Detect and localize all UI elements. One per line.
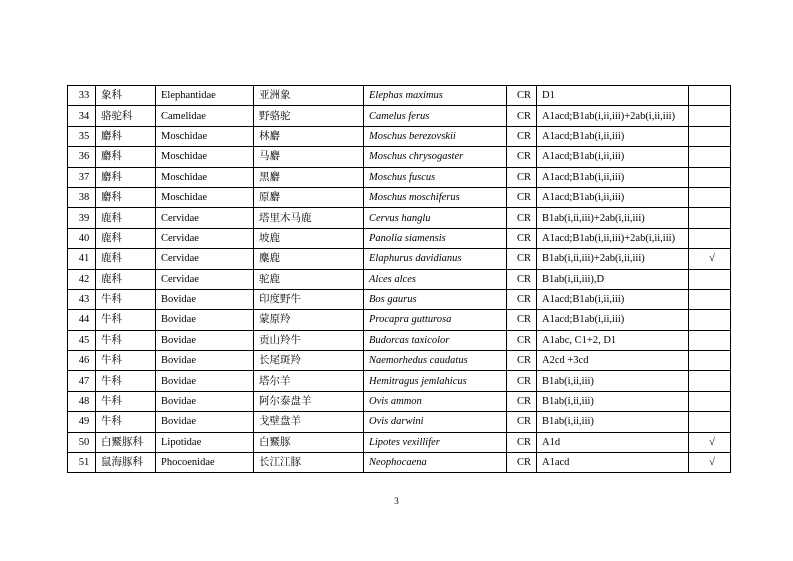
category-cell: CR [507, 147, 537, 167]
family-latin-cell: Moschidae [156, 187, 254, 207]
family-latin-cell: Moschidae [156, 167, 254, 187]
species-cn-name-cell: 塔尔羊 [254, 371, 364, 391]
row-number-cell: 35 [68, 126, 96, 146]
table-row [68, 432, 731, 452]
scientific-name-cell: Elaphurus davidianus [364, 249, 507, 269]
family-cn-cell: 象科 [96, 86, 156, 106]
category-cell: CR [507, 187, 537, 207]
family-latin-cell: Bovidae [156, 371, 254, 391]
table-row [68, 147, 731, 167]
criteria-cell: A1acd;B1ab(i,ii,iii) [537, 310, 689, 330]
scientific-name-cell: Procapra gutturosa [364, 310, 507, 330]
checkmark-cell [689, 147, 731, 167]
species-cn-name-cell: 原麝 [254, 187, 364, 207]
species-cn-name-cell: 马麝 [254, 147, 364, 167]
criteria-cell: B1ab(i,ii,iii),D [537, 269, 689, 289]
row-number-cell: 39 [68, 208, 96, 228]
species-cn-name-cell: 塔里木马鹿 [254, 208, 364, 228]
checkmark-cell [689, 86, 731, 106]
table-row [68, 330, 731, 350]
species-cn-name-cell: 白鱀豚 [254, 432, 364, 452]
family-latin-cell: Cervidae [156, 228, 254, 248]
criteria-cell: A1acd;B1ab(i,ii,iii)+2ab(i,ii,iii) [537, 228, 689, 248]
row-number-cell: 40 [68, 228, 96, 248]
scientific-name-cell: Moschus moschiferus [364, 187, 507, 207]
criteria-cell: A1acd;B1ab(i,ii,iii) [537, 289, 689, 309]
row-number-cell: 38 [68, 187, 96, 207]
category-cell: CR [507, 453, 537, 473]
table-row [68, 371, 731, 391]
checkmark-cell [689, 310, 731, 330]
checkmark-cell [689, 167, 731, 187]
species-cn-name-cell: 野骆驼 [254, 106, 364, 126]
category-cell: CR [507, 432, 537, 452]
row-number-cell: 47 [68, 371, 96, 391]
family-cn-cell: 麝科 [96, 167, 156, 187]
family-cn-cell: 麝科 [96, 187, 156, 207]
family-latin-cell: Camelidae [156, 106, 254, 126]
row-number-cell: 34 [68, 106, 96, 126]
scientific-name-cell: Bos gaurus [364, 289, 507, 309]
family-latin-cell: Moschidae [156, 147, 254, 167]
category-cell: CR [507, 330, 537, 350]
species-cn-name-cell: 坡鹿 [254, 228, 364, 248]
table-row [68, 167, 731, 187]
family-cn-cell: 白鱀豚科 [96, 432, 156, 452]
scientific-name-cell: Neophocaena [364, 453, 507, 473]
category-cell: CR [507, 249, 537, 269]
checkmark-cell: √ [689, 432, 731, 452]
category-cell: CR [507, 86, 537, 106]
scientific-name-cell: Ovis darwini [364, 412, 507, 432]
scientific-name-cell: Moschus chrysogaster [364, 147, 507, 167]
table-row [68, 412, 731, 432]
table-row [68, 106, 731, 126]
criteria-cell: A1acd;B1ab(i,ii,iii)+2ab(i,ii,iii) [537, 106, 689, 126]
row-number-cell: 43 [68, 289, 96, 309]
category-cell: CR [507, 371, 537, 391]
criteria-cell: B1ab(i,ii,iii) [537, 412, 689, 432]
family-cn-cell: 牛科 [96, 371, 156, 391]
species-cn-name-cell: 戈壁盘羊 [254, 412, 364, 432]
table-row [68, 391, 731, 411]
species-cn-name-cell: 印度野牛 [254, 289, 364, 309]
family-cn-cell: 牛科 [96, 330, 156, 350]
row-number-cell: 51 [68, 453, 96, 473]
checkmark-cell [689, 371, 731, 391]
checkmark-cell [689, 330, 731, 350]
species-cn-name-cell: 亚洲象 [254, 86, 364, 106]
row-number-cell: 48 [68, 391, 96, 411]
criteria-cell: A1acd;B1ab(i,ii,iii) [537, 187, 689, 207]
checkmark-cell [689, 208, 731, 228]
row-number-cell: 49 [68, 412, 96, 432]
page-number: 3 [394, 496, 399, 506]
checkmark-cell [689, 187, 731, 207]
criteria-cell: A1acd [537, 453, 689, 473]
scientific-name-cell: Hemitragus jemlahicus [364, 371, 507, 391]
criteria-cell: A2cd +3cd [537, 351, 689, 371]
table-row [68, 86, 731, 106]
family-cn-cell: 麝科 [96, 126, 156, 146]
row-number-cell: 50 [68, 432, 96, 452]
row-number-cell: 45 [68, 330, 96, 350]
species-cn-name-cell: 长尾斑羚 [254, 351, 364, 371]
family-latin-cell: Lipotidae [156, 432, 254, 452]
species-cn-name-cell: 林麝 [254, 126, 364, 146]
criteria-cell: A1acd;B1ab(i,ii,iii) [537, 147, 689, 167]
family-latin-cell: Bovidae [156, 310, 254, 330]
family-latin-cell: Phocoenidae [156, 453, 254, 473]
category-cell: CR [507, 126, 537, 146]
scientific-name-cell: Cervus hanglu [364, 208, 507, 228]
row-number-cell: 37 [68, 167, 96, 187]
category-cell: CR [507, 289, 537, 309]
scientific-name-cell: Moschus berezovskii [364, 126, 507, 146]
criteria-cell: A1d [537, 432, 689, 452]
family-latin-cell: Moschidae [156, 126, 254, 146]
criteria-cell: B1ab(i,ii,iii) [537, 391, 689, 411]
checkmark-cell [689, 391, 731, 411]
checkmark-cell [689, 269, 731, 289]
table-row [68, 310, 731, 330]
criteria-cell: A1abc, C1+2, D1 [537, 330, 689, 350]
criteria-cell: A1acd;B1ab(i,ii,iii) [537, 126, 689, 146]
family-cn-cell: 骆驼科 [96, 106, 156, 126]
family-cn-cell: 鹿科 [96, 269, 156, 289]
checkmark-cell [689, 228, 731, 248]
table-row [68, 453, 731, 473]
row-number-cell: 44 [68, 310, 96, 330]
scientific-name-cell: Budorcas taxicolor [364, 330, 507, 350]
category-cell: CR [507, 269, 537, 289]
species-cn-name-cell: 贡山羚牛 [254, 330, 364, 350]
family-latin-cell: Bovidae [156, 351, 254, 371]
family-cn-cell: 鹿科 [96, 228, 156, 248]
scientific-name-cell: Camelus ferus [364, 106, 507, 126]
family-cn-cell: 牛科 [96, 391, 156, 411]
criteria-cell: B1ab(i,ii,iii)+2ab(i,ii,iii) [537, 208, 689, 228]
species-cn-name-cell: 长江江豚 [254, 453, 364, 473]
scientific-name-cell: Moschus fuscus [364, 167, 507, 187]
family-cn-cell: 鼠海豚科 [96, 453, 156, 473]
table-row [68, 351, 731, 371]
scientific-name-cell: Panolia siamensis [364, 228, 507, 248]
table-row [68, 208, 731, 228]
species-cn-name-cell: 蒙原羚 [254, 310, 364, 330]
row-number-cell: 46 [68, 351, 96, 371]
checkmark-cell [689, 412, 731, 432]
category-cell: CR [507, 391, 537, 411]
checkmark-cell [689, 289, 731, 309]
species-cn-name-cell: 驼鹿 [254, 269, 364, 289]
checkmark-cell: √ [689, 249, 731, 269]
checkmark-cell [689, 351, 731, 371]
criteria-cell: B1ab(i,ii,iii) [537, 371, 689, 391]
family-latin-cell: Cervidae [156, 249, 254, 269]
scientific-name-cell: Ovis ammon [364, 391, 507, 411]
category-cell: CR [507, 106, 537, 126]
family-cn-cell: 牛科 [96, 310, 156, 330]
species-cn-name-cell: 黑麝 [254, 167, 364, 187]
criteria-cell: A1acd;B1ab(i,ii,iii) [537, 167, 689, 187]
category-cell: CR [507, 351, 537, 371]
species-cn-name-cell: 麋鹿 [254, 249, 364, 269]
family-latin-cell: Cervidae [156, 208, 254, 228]
row-number-cell: 33 [68, 86, 96, 106]
family-latin-cell: Bovidae [156, 391, 254, 411]
criteria-cell: D1 [537, 86, 689, 106]
family-latin-cell: Bovidae [156, 330, 254, 350]
family-latin-cell: Bovidae [156, 412, 254, 432]
family-latin-cell: Elephantidae [156, 86, 254, 106]
row-number-cell: 42 [68, 269, 96, 289]
scientific-name-cell: Naemorhedus caudatus [364, 351, 507, 371]
checkmark-cell [689, 126, 731, 146]
family-cn-cell: 牛科 [96, 289, 156, 309]
scientific-name-cell: Lipotes vexillifer [364, 432, 507, 452]
table-body [68, 86, 731, 473]
checkmark-cell [689, 106, 731, 126]
family-cn-cell: 鹿科 [96, 249, 156, 269]
family-cn-cell: 牛科 [96, 412, 156, 432]
category-cell: CR [507, 412, 537, 432]
family-latin-cell: Bovidae [156, 289, 254, 309]
row-number-cell: 41 [68, 249, 96, 269]
row-number-cell: 36 [68, 147, 96, 167]
checkmark-cell: √ [689, 453, 731, 473]
family-cn-cell: 牛科 [96, 351, 156, 371]
table-row [68, 269, 731, 289]
scientific-name-cell: Alces alces [364, 269, 507, 289]
table-row [68, 228, 731, 248]
category-cell: CR [507, 228, 537, 248]
category-cell: CR [507, 167, 537, 187]
table-row [68, 249, 731, 269]
scientific-name-cell: Elephas maximus [364, 86, 507, 106]
table-row [68, 289, 731, 309]
species-cn-name-cell: 阿尔泰盘羊 [254, 391, 364, 411]
category-cell: CR [507, 208, 537, 228]
table-row [68, 126, 731, 146]
family-cn-cell: 鹿科 [96, 208, 156, 228]
category-cell: CR [507, 310, 537, 330]
table-row [68, 187, 731, 207]
family-latin-cell: Cervidae [156, 269, 254, 289]
species-table [67, 85, 731, 473]
family-cn-cell: 麝科 [96, 147, 156, 167]
criteria-cell: B1ab(i,ii,iii)+2ab(i,ii,iii) [537, 249, 689, 269]
